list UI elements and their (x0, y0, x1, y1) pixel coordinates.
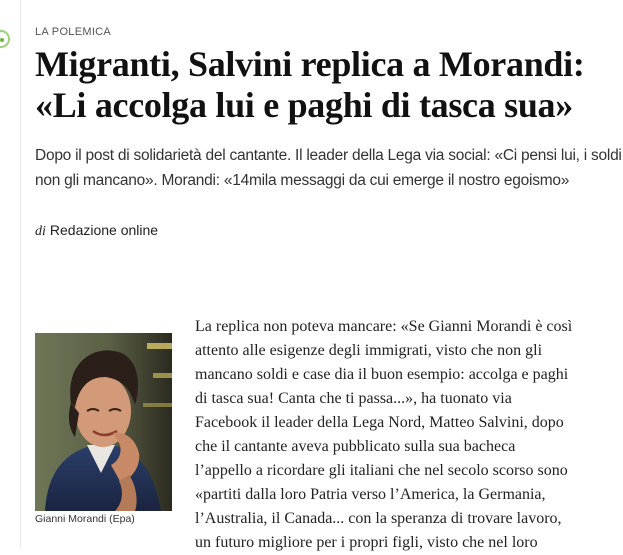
headline-line: «Li accolga lui e paghi di tasca sua» (35, 85, 573, 125)
article-kicker: LA POLEMICA (35, 26, 112, 38)
article-body (195, 315, 623, 555)
headline-line: Migranti, Salvini replica a Morandi: (35, 44, 585, 84)
body-line: «partiti dalla loro Patria verso l’America, la Germania, (195, 486, 546, 503)
body-line: attento alle esigenze degli immigrati, visto che non gli (195, 342, 543, 359)
portrait-image (35, 333, 172, 511)
body-line: l’appello a ricordare gli italiani che nel secolo scorso sono (195, 462, 568, 479)
left-edge-strip (0, 0, 21, 548)
article-photo[interactable] (35, 333, 172, 511)
article-subhead (35, 143, 620, 193)
body-line: che il cantante aveva pubblicato sulla sua bacheca (195, 438, 516, 455)
body-line: La replica non poteva mancare: «Se Gianni Morandi è così (195, 318, 573, 335)
body-line: Facebook il leader della Lega Nord, Matteo Salvini, dopo (195, 414, 564, 431)
photo-caption: Gianni Morandi (Epa) (35, 513, 135, 525)
body-line: un futuro migliore per i propri figli, visto che nel loro (195, 534, 538, 551)
body-line: mancano soldi e case dia il buon esempio: accolga e paghi (195, 366, 569, 383)
article-headline (35, 44, 620, 126)
share-widget-icon[interactable] (0, 30, 10, 48)
article-byline (35, 222, 158, 240)
body-line: l’Australia, il Canada... con la speranza di trovare lavoro, (195, 510, 562, 527)
byline-author[interactable]: Redazione online (49, 222, 159, 238)
body-line: di tasca sua! Canta che ti passa...», ha tuonato via (195, 390, 512, 407)
subhead-line: non gli mancano». Morandi: «14mila messaggi da cui emerge il nostro egoismo» (35, 172, 570, 189)
byline-prefix: di (35, 224, 46, 239)
subhead-line: Dopo il post di solidarietà del cantante. Il leader della Lega via social: «Ci pensi lui, i soldi (35, 147, 622, 164)
